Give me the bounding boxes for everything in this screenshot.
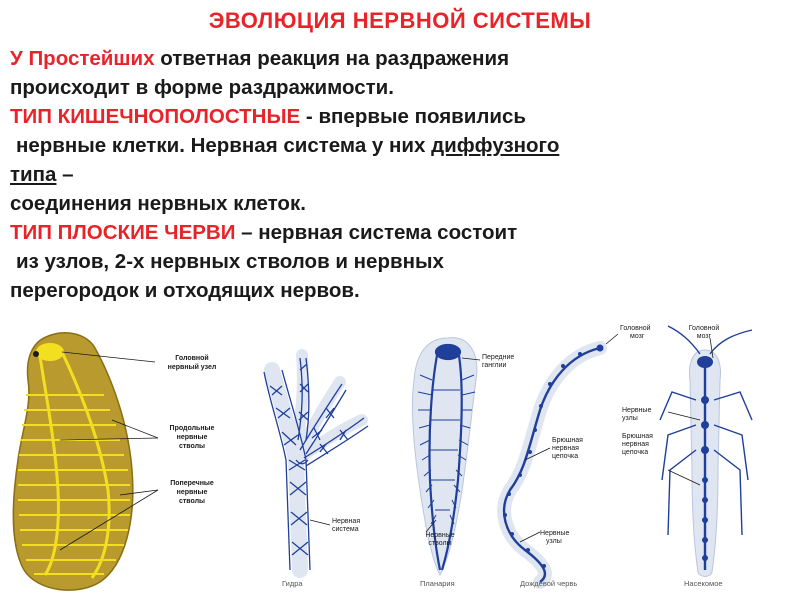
underlined-term: диффузного [431, 134, 560, 157]
label-front-ganglia-1: Передние [482, 354, 515, 361]
label-transverse-2: нервные [176, 489, 208, 496]
label-insect-chain-2: нервная [622, 441, 649, 448]
highlight-flatworms: ТИП ПЛОСКИЕ ЧЕРВИ [10, 221, 236, 244]
highlight-protozoa: У Простейших [10, 47, 155, 70]
label-hydra-nervous-system-2: система [332, 526, 359, 533]
label-longitudinal-3: стволы [178, 443, 206, 450]
planaria-body [13, 333, 132, 590]
text-line [10, 218, 790, 247]
label-nerve-trunks-2: стволы [428, 540, 452, 547]
planaria-diagram [412, 338, 514, 575]
text-line [10, 102, 790, 131]
label-front-ganglia-2: ганглии [482, 362, 507, 369]
label-ventral-chain-1: Брюшная [552, 437, 583, 444]
text-line [10, 73, 790, 102]
label-worm-brain-1: Головной [620, 325, 651, 332]
eye-spot [33, 351, 39, 357]
caption-planaria: Планария [420, 579, 455, 588]
label-worm-brain-2: мозг [630, 333, 645, 340]
highlight-cnidaria: ТИП КИШЕЧНОПОЛОСТНЫЕ [10, 105, 301, 128]
text-line [10, 189, 790, 218]
label-insect-nodes-2: узлы [622, 415, 638, 422]
caption-hydra: Гидра [282, 579, 303, 588]
label-insect-brain-2: мозг [696, 333, 712, 340]
label-ventral-chain-3: цепочка [552, 453, 579, 460]
text-block [10, 44, 790, 305]
label-insect-chain-3: цепочка [622, 449, 649, 456]
text-span: ответная реакция на раздражения [154, 47, 510, 70]
label-worm-nodes-2: узлы [546, 538, 562, 545]
label-longitudinal-1: Продольные [169, 425, 215, 432]
label-worm-nodes-1: Нервные [540, 530, 570, 537]
text-line [10, 160, 790, 189]
text-span: – [56, 163, 74, 186]
caption-insect: Насекомое [684, 579, 723, 588]
nervous-system-figures [0, 320, 800, 600]
text-line [10, 247, 790, 276]
text-span: нервные клетки. Нервная система у них [16, 134, 432, 157]
label-longitudinal-2: нервные [176, 434, 208, 441]
planaria-figure [13, 333, 216, 590]
slide-title: ЭВОЛЮЦИЯ НЕРВНОЙ СИСТЕМЫ [208, 8, 592, 33]
caption-earthworm: Дождевой червь [520, 579, 578, 588]
text-span: происходит в форме раздражимости. [10, 76, 394, 99]
label-head-ganglion-2: нервный узел [167, 364, 217, 371]
label-nerve-trunks-1: Нервные [425, 532, 455, 539]
text-span: – нервная система состоит [235, 221, 518, 244]
label-transverse-3: стволы [178, 498, 206, 505]
hydra-pointer [310, 520, 330, 525]
text-line [10, 131, 790, 160]
label-insect-brain-1: Головной [688, 325, 720, 332]
text-line [10, 44, 790, 73]
insect-figure [622, 324, 752, 577]
label-ventral-chain-2: нервная [552, 445, 579, 452]
head-ganglion [36, 343, 64, 361]
text-span: - впервые появились [300, 105, 526, 128]
text-span: соединения нервных клеток. [10, 192, 306, 215]
label-transverse-1: Поперечные [170, 480, 214, 487]
text-line [10, 276, 790, 305]
underlined-term: типа [10, 163, 57, 186]
label-insect-chain-1: Брюшная [622, 433, 653, 440]
hydra-figure [264, 355, 368, 570]
label-head-ganglion-1: Головной [175, 355, 209, 362]
label-hydra-nervous-system-1: Нервная [332, 518, 361, 525]
label-insect-nodes-1: Нервные [622, 407, 652, 414]
text-span: из узлов, 2-х нервных стволов и нервных [16, 250, 444, 273]
text-span: перегородок и отходящих нервов. [10, 279, 360, 302]
